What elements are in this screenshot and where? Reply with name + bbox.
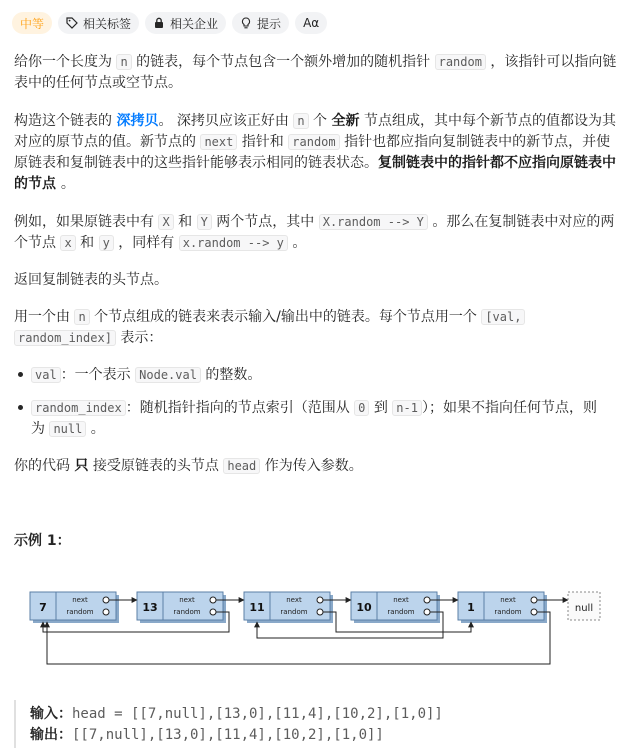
random-label: random <box>173 608 201 616</box>
font-settings-button[interactable]: Aα <box>295 12 327 34</box>
node-value: 13 <box>142 601 158 614</box>
random-pointer-dot <box>424 609 430 615</box>
random-pointer-dot <box>103 609 109 615</box>
inline-code: n <box>116 54 131 70</box>
text: 两个节点，其中 <box>211 214 319 230</box>
inline-code: null <box>49 421 86 437</box>
paragraph-6 <box>14 456 618 477</box>
text: 。 <box>287 235 307 251</box>
random-pointer-dot <box>210 609 216 615</box>
bold-text: 的节点 <box>14 176 61 192</box>
text: 。 深拷贝应该正好由 <box>158 113 294 129</box>
text: 。 <box>86 421 105 437</box>
text: ，该指针可以指向链 <box>485 54 617 70</box>
text: ，同样有 <box>113 235 179 251</box>
inline-code: [val, <box>481 309 525 325</box>
text: 原链表和复制链表中的这些指针能够表示相同的链表状态。 <box>14 155 378 171</box>
text: 的整数。 <box>200 367 262 383</box>
input-value: head = [[7,null],[13,0],[11,4],[10,2],[1,0]] <box>72 706 443 722</box>
node-value: 7 <box>39 601 47 614</box>
paragraph-1 <box>14 52 618 94</box>
next-label: next <box>500 596 516 604</box>
inline-code: x <box>60 235 75 251</box>
difficulty-badge: 中等 <box>12 12 52 34</box>
random-label: random <box>66 608 94 616</box>
example-io-block <box>14 700 620 748</box>
next-pointer-dot <box>424 597 430 603</box>
list-node <box>137 592 226 623</box>
inline-code: X <box>158 214 173 230</box>
paragraph-4: 返回复制链表的头节点。 <box>14 272 168 288</box>
random-label: random <box>494 608 522 616</box>
inline-code: next <box>200 134 237 150</box>
list-node <box>458 592 547 623</box>
list-node <box>351 592 440 623</box>
text: 为 <box>31 421 50 437</box>
text: 节点组成，其中每个新节点的值都设为其 <box>359 113 616 129</box>
list-node <box>244 592 333 623</box>
text: 对应的原节点的值。新节点的 <box>14 134 201 150</box>
next-pointer-dot <box>317 597 323 603</box>
text: 接受原链表的头节点 <box>88 458 224 474</box>
related-companies-button[interactable] <box>145 12 226 34</box>
next-label: next <box>393 596 409 604</box>
output-label: 输出： <box>30 727 72 743</box>
input-label: 输入： <box>30 706 72 722</box>
inline-code: Node.val <box>135 367 201 383</box>
random-pointer-dot <box>531 609 537 615</box>
text: 个节点 <box>14 235 61 251</box>
list-node <box>30 592 119 623</box>
text: 你的代码 <box>14 458 75 474</box>
bold-text: 只 <box>74 458 89 474</box>
node-layer <box>30 592 547 623</box>
linked-list-diagram <box>26 582 606 672</box>
lightbulb-icon <box>240 17 252 29</box>
example-output-line <box>30 725 384 746</box>
bold-text: 全新 <box>331 113 360 129</box>
inline-code: Y <box>197 214 212 230</box>
list-item-val <box>31 365 617 386</box>
null-node <box>568 592 600 620</box>
text: ：一个表示 <box>60 367 136 383</box>
text: 。 <box>60 176 75 192</box>
text: 和 <box>173 214 197 230</box>
hint-button[interactable] <box>232 12 289 34</box>
inline-code: random <box>288 134 339 150</box>
paragraph-3 <box>14 212 618 254</box>
list-item-random-index <box>31 398 617 440</box>
inline-code: n-1 <box>392 400 422 416</box>
text: 到 <box>369 400 393 416</box>
text: 作为传入参数。 <box>260 458 363 474</box>
text: 个 <box>308 113 332 129</box>
node-value: 10 <box>356 601 372 614</box>
random-pointer-dot <box>317 609 323 615</box>
text: 表示： <box>115 330 163 346</box>
related-tags-button[interactable] <box>58 12 139 34</box>
next-label: next <box>286 596 302 604</box>
related-companies-label: 相关企业 <box>170 16 219 31</box>
example-input-line <box>30 704 443 725</box>
bold-text: 复制链表中的指针都不应指向原链表中 <box>378 155 616 171</box>
text: 的链表，每个节点包含一个额外增加的随机指针 <box>131 54 435 70</box>
inline-code: head <box>223 458 260 474</box>
paragraph-2 <box>14 111 618 195</box>
next-pointer-dot <box>210 597 216 603</box>
example-title: 示例 1： <box>14 533 71 549</box>
text: 个节点组成的链表来表示输入/输出中的链表。每个节点用一个 <box>89 309 482 325</box>
paragraph-5 <box>14 307 618 349</box>
text: 例如，如果原链表中有 <box>14 214 159 230</box>
bullet-dot <box>18 405 23 410</box>
node-value: 1 <box>467 601 475 614</box>
inline-code: 0 <box>354 400 369 416</box>
text: 指针和 <box>237 134 289 150</box>
next-pointer-dot <box>531 597 537 603</box>
hint-label: 提示 <box>257 16 282 31</box>
inline-code: n <box>74 309 89 325</box>
inline-code: random_index <box>31 400 126 416</box>
next-pointer-dot <box>103 597 109 603</box>
inline-code: x.random --> y <box>179 235 288 251</box>
text: 构造这个链表的 <box>14 113 117 129</box>
inline-code: random_index] <box>14 330 116 346</box>
null-label: null <box>574 603 594 614</box>
inline-code: val <box>31 367 61 383</box>
tag-icon <box>66 17 78 29</box>
inline-code: X.random --> Y <box>319 214 428 230</box>
node-value: 11 <box>249 601 265 614</box>
inline-code: y <box>99 235 114 251</box>
bullet-dot <box>18 372 23 377</box>
random-label: random <box>280 608 308 616</box>
random-label: random <box>387 608 415 616</box>
next-label: next <box>72 596 88 604</box>
output-value: [[7,null],[13,0],[11,4],[10,2],[1,0]] <box>72 727 384 743</box>
deep-copy-link[interactable]: 深拷贝 <box>116 113 159 129</box>
text: ：随机指针指向的节点索引（范围从 <box>125 400 355 416</box>
tag-bar <box>12 12 327 34</box>
text: 用一个由 <box>14 309 75 325</box>
text: 指针也都应指向复制链表中的新节点，并使 <box>339 134 611 150</box>
text: 和 <box>75 235 99 251</box>
inline-code: random <box>435 54 486 70</box>
text: 给你一个长度为 <box>14 54 117 70</box>
lock-icon <box>153 17 165 29</box>
related-tags-label: 相关标签 <box>83 16 132 31</box>
inline-code: n <box>293 113 308 129</box>
text: 。那么在复制链表中对应的两 <box>427 214 615 230</box>
text: ）；如果不指向任何节点，则 <box>421 400 597 416</box>
next-label: next <box>179 596 195 604</box>
text: 表中的任何节点或空节点。 <box>14 75 182 91</box>
